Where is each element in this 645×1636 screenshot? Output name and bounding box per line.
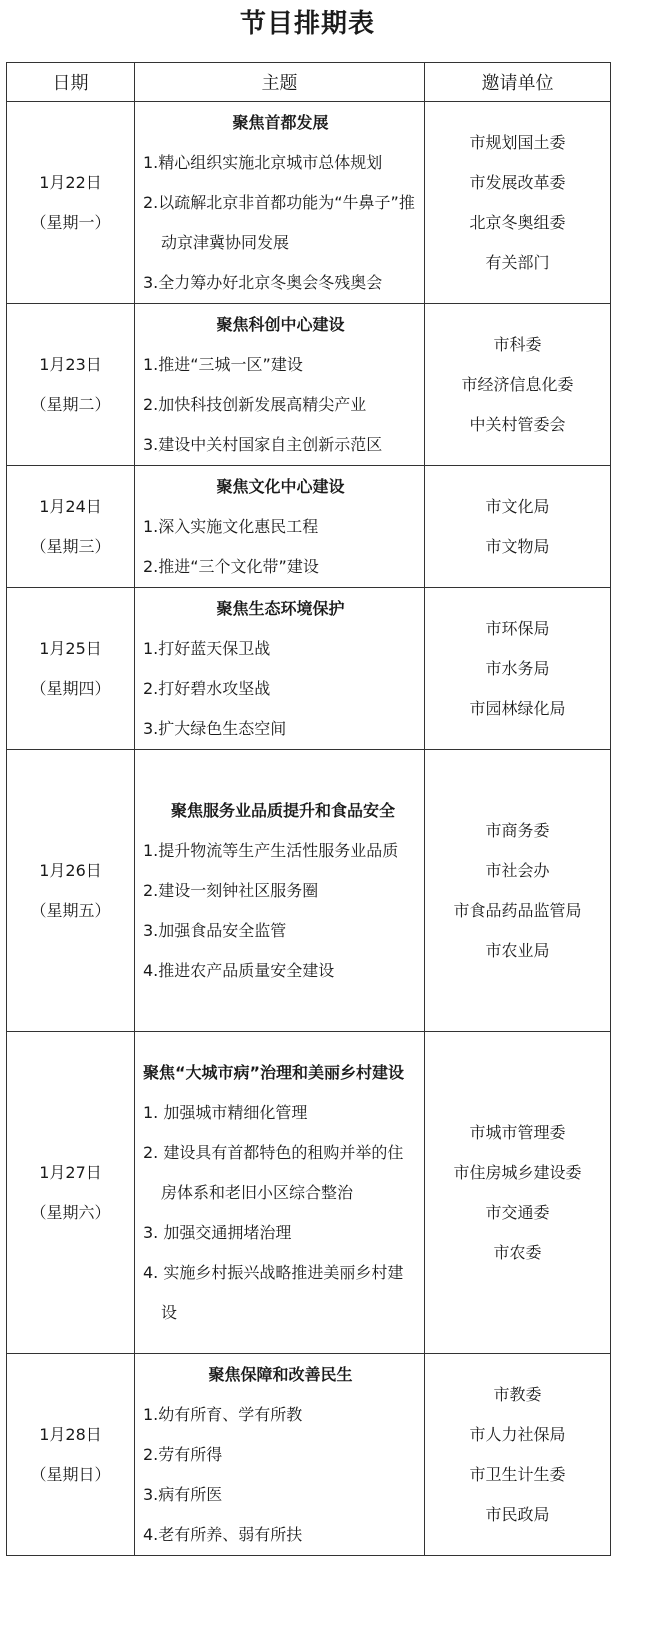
weekday-label: （星期六） <box>30 1202 111 1222</box>
org-item: 市民政局 <box>485 1504 550 1524</box>
topic-item: 4.老有所养、弱有所扶 <box>143 1524 303 1544</box>
date-cell <box>7 588 135 750</box>
topic-item: 3.加强食品安全监管 <box>143 920 287 940</box>
org-item: 有关部门 <box>485 252 550 272</box>
org-item: 市农委 <box>493 1242 542 1262</box>
header-topic: 主题 <box>135 63 425 102</box>
date-cell <box>7 750 135 1032</box>
org-item: 市文物局 <box>485 536 550 556</box>
org-item: 市环保局 <box>485 618 550 638</box>
org-item: 市教委 <box>493 1384 542 1404</box>
page-title: 节目排期表 <box>239 9 375 39</box>
topic-cell <box>135 304 425 466</box>
date-label: 1月28日 <box>39 1424 102 1444</box>
topic-item: 2.劳有所得 <box>143 1444 223 1464</box>
topic-title: 聚焦保障和改善民生 <box>208 1364 353 1384</box>
topic-item: 2.打好碧水攻坚战 <box>143 678 271 698</box>
table-row <box>7 102 611 304</box>
topic-item: 2.加快科技创新发展高精尖产业 <box>143 394 367 414</box>
topic-cell <box>135 1354 425 1556</box>
topic-item: 2.以疏解北京非首都功能为“牛鼻子”推动京津冀协同发展 <box>143 192 415 252</box>
date-label: 1月26日 <box>39 860 102 880</box>
date-label: 1月24日 <box>39 496 102 516</box>
org-item: 市食品药品监管局 <box>453 900 582 920</box>
org-item: 市人力社保局 <box>469 1424 566 1444</box>
topic-item: 1.推进“三城一区”建设 <box>143 354 303 374</box>
topic-cell <box>135 102 425 304</box>
org-item: 市园林绿化局 <box>469 698 566 718</box>
table-row <box>7 588 611 750</box>
org-cell <box>425 304 611 466</box>
org-item: 市社会办 <box>485 860 550 880</box>
topic-item: 3. 加强交通拥堵治理 <box>143 1222 292 1242</box>
table-row <box>7 466 611 588</box>
weekday-label: （星期四） <box>30 678 111 698</box>
date-cell <box>7 1354 135 1556</box>
org-cell <box>425 1354 611 1556</box>
table-row <box>7 750 611 1032</box>
org-item: 市文化局 <box>485 496 550 516</box>
table-header-row <box>7 63 611 102</box>
topic-cell <box>135 1032 425 1354</box>
topic-item: 1.幼有所育、学有所教 <box>143 1404 303 1424</box>
topic-item: 4.推进农产品质量安全建设 <box>143 960 335 980</box>
org-item: 市发展改革委 <box>469 172 566 192</box>
topic-item: 1. 加强城市精细化管理 <box>143 1102 308 1122</box>
schedule-table <box>6 62 611 1556</box>
topic-item: 3.病有所医 <box>143 1484 223 1504</box>
topic-cell <box>135 466 425 588</box>
weekday-label: （星期三） <box>30 536 111 556</box>
date-label: 1月22日 <box>39 172 102 192</box>
topic-title: 聚焦服务业品质提升和食品安全 <box>171 800 396 820</box>
org-cell <box>425 466 611 588</box>
weekday-label: （星期二） <box>30 394 111 414</box>
org-item: 市住房城乡建设委 <box>453 1162 582 1182</box>
org-item: 中关村管委会 <box>469 414 566 434</box>
org-item: 市商务委 <box>485 820 550 840</box>
topic-item: 3.全力筹办好北京冬奥会冬残奥会 <box>143 272 383 292</box>
date-label: 1月27日 <box>39 1162 102 1182</box>
topic-title: 聚焦生态环境保护 <box>216 598 345 618</box>
org-cell <box>425 588 611 750</box>
topic-title: 聚焦科创中心建设 <box>216 314 345 334</box>
weekday-label: （星期一） <box>30 212 111 232</box>
org-item: 市科委 <box>493 334 542 354</box>
topic-item: 2.建设一刻钟社区服务圈 <box>143 880 319 900</box>
topic-item: 2.推进“三个文化带”建设 <box>143 556 319 576</box>
topic-item: 1.精心组织实施北京城市总体规划 <box>143 152 383 172</box>
org-item: 北京冬奥组委 <box>469 212 566 232</box>
weekday-label: （星期五） <box>30 900 111 920</box>
header-date: 日期 <box>7 63 135 102</box>
topic-item: 2. 建设具有首都特色的租购并举的住房体系和老旧小区综合整治 <box>143 1142 404 1202</box>
org-cell <box>425 1032 611 1354</box>
topic-item: 1.深入实施文化惠民工程 <box>143 516 319 536</box>
topic-cell <box>135 750 425 1032</box>
table-row <box>7 304 611 466</box>
date-label: 1月23日 <box>39 354 102 374</box>
topic-item: 1.打好蓝天保卫战 <box>143 638 271 658</box>
topic-title: 聚焦文化中心建设 <box>216 476 345 496</box>
org-item: 市城市管理委 <box>469 1122 566 1142</box>
topic-item: 3.扩大绿色生态空间 <box>143 718 287 738</box>
date-cell <box>7 102 135 304</box>
topic-title: 聚焦“大城市病”治理和美丽乡村建设 <box>143 1062 405 1082</box>
weekday-label: （星期日） <box>30 1464 111 1484</box>
org-item: 市规划国土委 <box>469 132 566 152</box>
topic-item: 1.提升物流等生产生活性服务业品质 <box>143 840 399 860</box>
date-cell <box>7 304 135 466</box>
org-item: 市水务局 <box>485 658 550 678</box>
org-item: 市农业局 <box>485 940 550 960</box>
topic-title: 聚焦首都发展 <box>232 112 329 132</box>
topic-item: 3.建设中关村国家自主创新示范区 <box>143 434 383 454</box>
topic-item: 4. 实施乡村振兴战略推进美丽乡村建设 <box>143 1262 404 1322</box>
date-cell <box>7 1032 135 1354</box>
org-item: 市卫生计生委 <box>469 1464 566 1484</box>
date-label: 1月25日 <box>39 638 102 658</box>
org-item: 市交通委 <box>485 1202 550 1222</box>
org-cell <box>425 750 611 1032</box>
org-item: 市经济信息化委 <box>461 374 574 394</box>
topic-cell <box>135 588 425 750</box>
header-org: 邀请单位 <box>425 63 611 102</box>
org-cell <box>425 102 611 304</box>
date-cell <box>7 466 135 588</box>
table-row <box>7 1354 611 1556</box>
table-row <box>7 1032 611 1354</box>
